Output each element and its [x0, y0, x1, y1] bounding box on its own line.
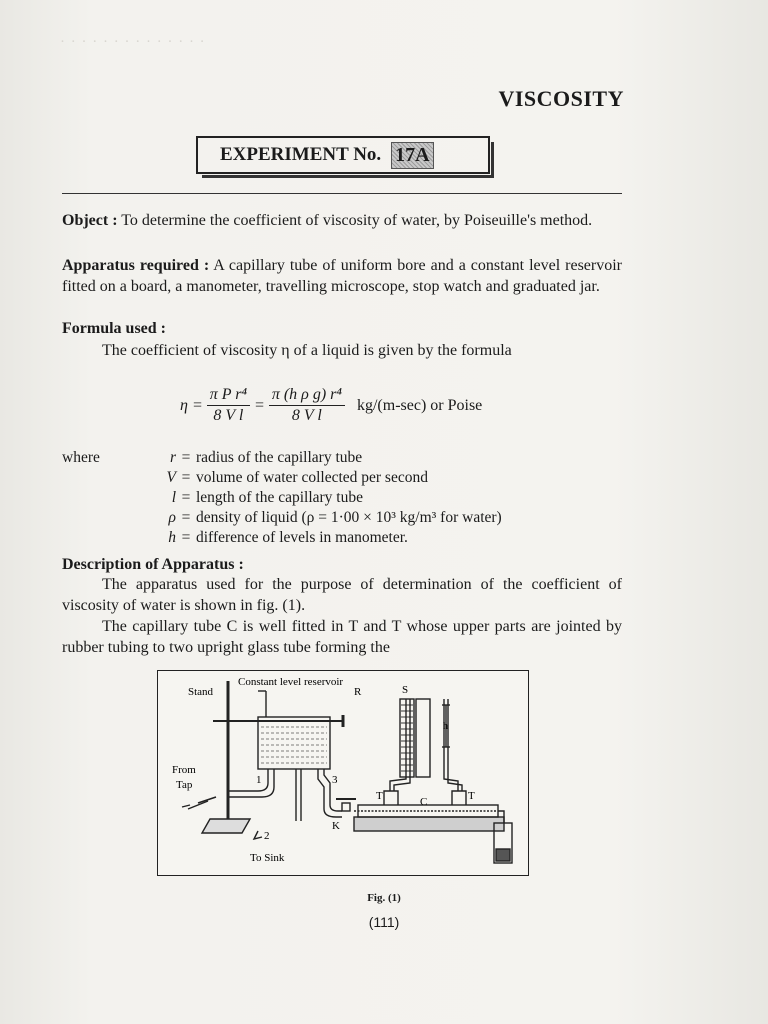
apparatus-label: Apparatus required :	[62, 257, 210, 274]
definition-row	[62, 508, 502, 528]
definition-symbol: h	[168, 529, 176, 546]
definition-symbol: ρ	[168, 509, 176, 526]
definition-equals: =	[181, 489, 191, 506]
experiment-number: 17A	[391, 142, 433, 169]
figure-label-stand: Stand	[188, 686, 214, 698]
description-paragraph-1: The apparatus used for the purpose of determination of the coefficient of viscosity of water is shown in fig. (1).	[62, 576, 622, 614]
formula-units: kg/(m-sec) or Poise	[356, 396, 483, 414]
formula-fraction-2	[269, 386, 345, 425]
definition-row	[62, 528, 502, 548]
formula-fraction-1	[207, 386, 250, 425]
apparatus-text: A capillary tube of uniform bore and a constant level reservoir fitted on a board, a manometer, travelling microscope, stop watch and graduated jar.	[62, 257, 623, 295]
definition-row	[62, 448, 502, 468]
definition-text: length of the capillary tube	[196, 489, 363, 506]
definition-symbol: V	[166, 469, 176, 486]
figure-label-tap: Tap	[176, 779, 193, 791]
figure-label-2: 2	[264, 830, 270, 842]
definition-equals: =	[181, 469, 191, 486]
figure-caption: Fig. (1)	[367, 892, 401, 904]
formula-intro: The coefficient of viscosity η of a liquid is given by the formula	[102, 342, 512, 359]
figure-label-reservoir: Constant level reservoir	[238, 676, 344, 688]
object-paragraph	[62, 210, 622, 231]
page-number: (111)	[368, 914, 400, 930]
definition-text: difference of levels in manometer.	[196, 529, 408, 546]
formula-used-heading	[62, 318, 622, 339]
chapter-title: VISCOSITY	[498, 86, 624, 111]
definition-text: radius of the capillary tube	[196, 449, 363, 466]
figure-label-k: K	[332, 820, 340, 832]
definition-equals: =	[181, 529, 191, 546]
definition-row	[62, 468, 502, 488]
figure-label-t-right: T	[468, 790, 475, 802]
object-text: To determine the coefficient of viscosity of water, by Poiseuille's method.	[117, 212, 593, 229]
object-label: Object :	[62, 212, 118, 229]
where-label: where	[62, 449, 100, 466]
figure-label-from: From	[172, 764, 196, 776]
figure-label-h: h	[443, 721, 448, 732]
fraction-1-numerator: π P r⁴	[207, 386, 250, 406]
fraction-2-numerator: π (h ρ g) r⁴	[269, 386, 345, 406]
poiseuille-formula	[180, 386, 482, 425]
bleed-through-text: · · · · · · · · · · · · · ·	[60, 34, 206, 50]
definition-row	[62, 488, 502, 508]
figure-label-1: 1	[256, 774, 262, 786]
apparatus-paragraph	[62, 255, 622, 297]
formula-used-label: Formula used :	[62, 320, 166, 337]
apparatus-diagram	[158, 671, 527, 874]
figure-label-s: S	[402, 684, 409, 696]
figure-label-3: 3	[332, 774, 338, 786]
formula-lhs: η =	[180, 396, 203, 414]
experiment-label: EXPERIMENT No.	[220, 144, 382, 165]
definition-equals: =	[181, 509, 191, 526]
fraction-2-denominator: 8 V l	[291, 407, 322, 424]
figure-label-t-left: T	[376, 790, 383, 802]
apparatus-figure	[157, 670, 529, 876]
description-heading	[62, 554, 622, 575]
figure-label-r: R	[354, 686, 362, 698]
definition-symbol: l	[171, 489, 176, 506]
symbol-definitions	[62, 448, 502, 548]
description-paragraph-2: The capillary tube C is well fitted in T and T whose upper parts are jointed by rubber tubing to two upright glass tube forming the	[62, 618, 622, 656]
figure-label-c: C	[420, 796, 428, 808]
figure-label-to-sink: To Sink	[250, 852, 285, 864]
definition-text: volume of water collected per second	[196, 469, 428, 486]
fraction-1-denominator: 8 V l	[213, 407, 244, 424]
definition-symbol: r	[169, 449, 176, 466]
experiment-heading-box	[196, 136, 490, 174]
description-label: Description of Apparatus :	[62, 556, 244, 573]
formula-equals: =	[254, 396, 265, 414]
definition-text: density of liquid (ρ = 1·00 × 10³ kg/m³ for water)	[196, 509, 502, 526]
definition-equals: =	[181, 449, 191, 466]
horizontal-rule	[62, 193, 622, 194]
